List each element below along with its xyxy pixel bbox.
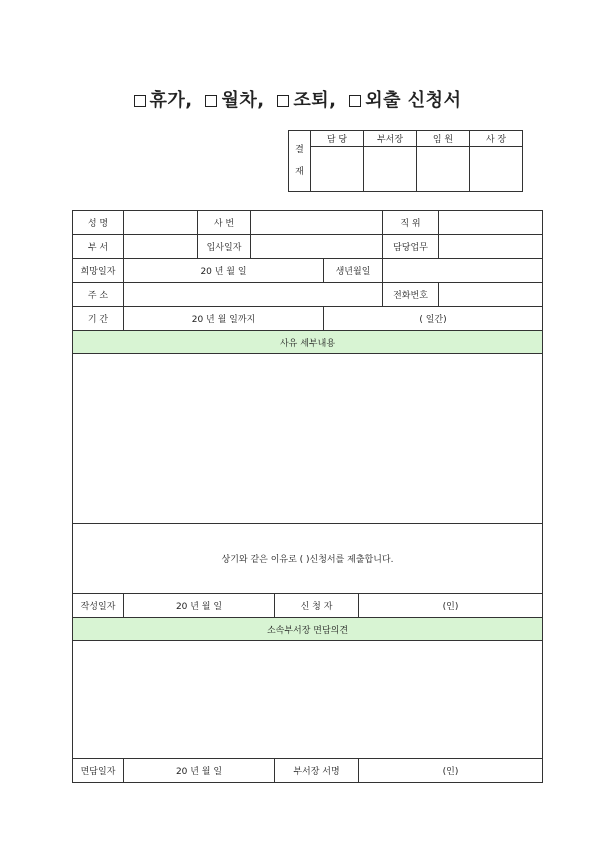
applicant-label: 신 청 자: [275, 594, 359, 618]
reason-section-header: 사유 세부내용: [73, 331, 543, 354]
approval-header-staff: 담 당: [311, 131, 364, 147]
approval-header-dept-head: 부서장: [364, 131, 417, 147]
address-field[interactable]: [124, 283, 383, 307]
phone-label: 전화번호: [383, 283, 439, 307]
approval-stamp-executive[interactable]: [417, 147, 470, 192]
phone-field[interactable]: [439, 283, 543, 307]
approval-header-president: 사 장: [470, 131, 523, 147]
department-field[interactable]: [124, 235, 198, 259]
approval-stamp-staff[interactable]: [311, 147, 364, 192]
birth-date-field[interactable]: [383, 259, 543, 283]
checkbox-icon[interactable]: [349, 95, 361, 107]
duty-label: 담당업무: [383, 235, 439, 259]
form-title: [0, 86, 595, 112]
application-form-table: [72, 210, 543, 783]
title-vacation: 휴가,: [149, 90, 193, 111]
title-early-leave: 조퇴,: [293, 90, 337, 111]
write-date-label: 작성일자: [73, 594, 124, 618]
birth-date-label: 생년월일: [324, 259, 383, 283]
join-date-field[interactable]: [251, 235, 383, 259]
opinion-detail-field[interactable]: [73, 641, 543, 759]
period-days-field[interactable]: ( 일간): [324, 307, 543, 331]
duty-field[interactable]: [439, 235, 543, 259]
checkbox-icon[interactable]: [205, 95, 217, 107]
position-label: 직 위: [383, 211, 439, 235]
address-label: 주 소: [73, 283, 124, 307]
write-date-field[interactable]: 20 년 월 일: [124, 594, 275, 618]
approval-side-label: 결 재: [289, 131, 311, 192]
wish-date-label: 희망일자: [73, 259, 124, 283]
statement-text: 상기와 같은 이유로 ( )신청서를 제출합니다.: [73, 524, 543, 594]
interview-date-field[interactable]: 20 년 월 일: [124, 759, 275, 783]
period-label: 기 간: [73, 307, 124, 331]
name-field[interactable]: [124, 211, 198, 235]
opinion-section-header: 소속부서장 면담의견: [73, 618, 543, 641]
department-label: 부 서: [73, 235, 124, 259]
title-outing: 외출 신청서: [365, 90, 462, 111]
reason-detail-field[interactable]: [73, 354, 543, 524]
interview-date-label: 면담일자: [73, 759, 124, 783]
join-date-label: 입사일자: [198, 235, 251, 259]
name-label: 성 명: [73, 211, 124, 235]
approval-stamp-president[interactable]: [470, 147, 523, 192]
manager-seal-field[interactable]: (인): [359, 759, 543, 783]
position-field[interactable]: [439, 211, 543, 235]
approval-header-executive: 임 원: [417, 131, 470, 147]
employee-number-label: 사 번: [198, 211, 251, 235]
checkbox-icon[interactable]: [277, 95, 289, 107]
manager-sign-label: 부서장 서명: [275, 759, 359, 783]
applicant-seal-field[interactable]: (인): [359, 594, 543, 618]
approval-table: [288, 130, 523, 192]
title-monthly-leave: 월차,: [221, 90, 265, 111]
employee-number-field[interactable]: [251, 211, 383, 235]
approval-stamp-dept-head[interactable]: [364, 147, 417, 192]
wish-date-field[interactable]: 20 년 월 일: [124, 259, 324, 283]
period-field[interactable]: 20 년 월 일까지: [124, 307, 324, 331]
checkbox-icon[interactable]: [134, 95, 146, 107]
